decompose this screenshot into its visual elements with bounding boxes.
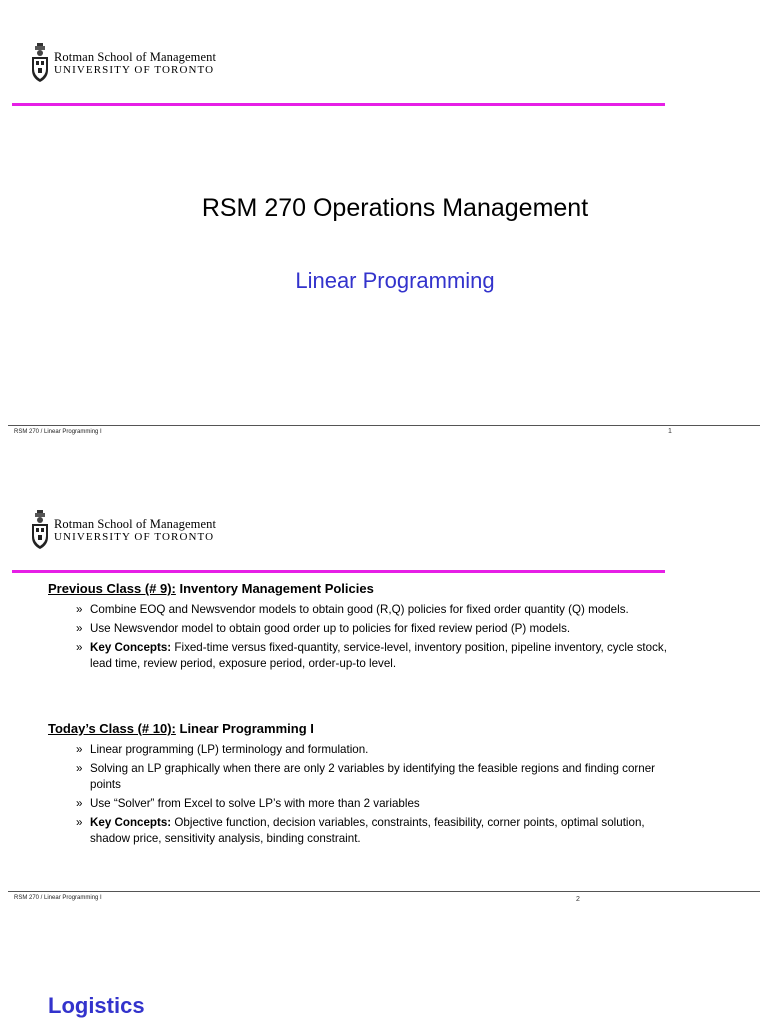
previous-class-heading bbox=[48, 581, 374, 596]
header-rule bbox=[12, 570, 665, 573]
bullet-text: Combine EOQ and Newsvendor models to obtain good (R,Q) policies for fixed order quantity (Q) models. bbox=[90, 603, 629, 616]
footer-rule bbox=[8, 891, 760, 892]
bullet-text: Use Newsvendor model to obtain good order up to policies for fixed review period (P) models. bbox=[90, 622, 571, 635]
list-item bbox=[76, 621, 676, 637]
bullet-marker: » bbox=[76, 603, 83, 616]
bullet-bold: Key Concepts: bbox=[90, 816, 172, 829]
bullet-text: Fixed-time versus fixed-quantity, service-level, inventory position, pipeline inventory, cycle stock, lead time, review period, exposure period, order-up-to level. bbox=[90, 641, 667, 670]
list-item bbox=[76, 796, 676, 812]
todays-class-title: Linear Programming I bbox=[175, 721, 314, 736]
footer-text: RSM 270 / Linear Programming I bbox=[14, 429, 102, 435]
list-item bbox=[76, 640, 676, 672]
list-item bbox=[76, 742, 676, 758]
todays-class-heading bbox=[48, 721, 314, 736]
page-number: 1 bbox=[668, 428, 672, 435]
bullet-bold: Key Concepts: bbox=[90, 641, 172, 654]
logo-line-university: UNIVERSITY OF TORONTO bbox=[54, 63, 215, 76]
bullet-marker: » bbox=[76, 743, 83, 756]
previous-class-title: Inventory Management Policies bbox=[175, 581, 374, 596]
todays-class-bullets bbox=[76, 742, 676, 850]
list-item bbox=[76, 815, 676, 847]
bullet-marker: » bbox=[76, 641, 83, 654]
list-item bbox=[76, 602, 676, 618]
bullet-marker: » bbox=[76, 797, 83, 810]
slide-subtitle: Linear Programming bbox=[295, 268, 495, 293]
bullet-text: Solving an LP graphically when there are only 2 variables by identifying the feasible regions and finding corner points bbox=[90, 762, 656, 791]
footer-text: RSM 270 / Linear Programming I bbox=[14, 895, 102, 901]
previous-class-bullets bbox=[76, 602, 676, 675]
bullet-marker: » bbox=[76, 622, 83, 635]
bullet-marker: » bbox=[76, 816, 83, 829]
bullet-text: Objective function, decision variables, constraints, feasibility, corner points, optimal solution, shadow price, sensitivity analysis, binding constraint. bbox=[90, 816, 645, 845]
logo-line-school: Rotman School of Management bbox=[54, 49, 217, 64]
previous-class-label: Previous Class (# 9): bbox=[48, 581, 176, 596]
logo-line-university: UNIVERSITY OF TORONTO bbox=[54, 530, 215, 543]
bullet-text: Use “Solver” from Excel to solve LP’s with more than 2 variables bbox=[90, 797, 420, 810]
bullet-text: Linear programming (LP) terminology and formulation. bbox=[90, 743, 369, 756]
slide-title: RSM 270 Operations Management bbox=[201, 194, 589, 222]
university-crest-icon bbox=[30, 509, 50, 551]
list-item bbox=[76, 761, 676, 793]
todays-class-label: Today’s Class (# 10): bbox=[48, 721, 176, 736]
rotman-logo bbox=[30, 509, 216, 551]
page-number: 2 bbox=[576, 896, 580, 903]
slide-3-title: Logistics bbox=[48, 993, 145, 1018]
logo-line-school: Rotman School of Management bbox=[54, 516, 217, 531]
bullet-marker: » bbox=[76, 762, 83, 775]
